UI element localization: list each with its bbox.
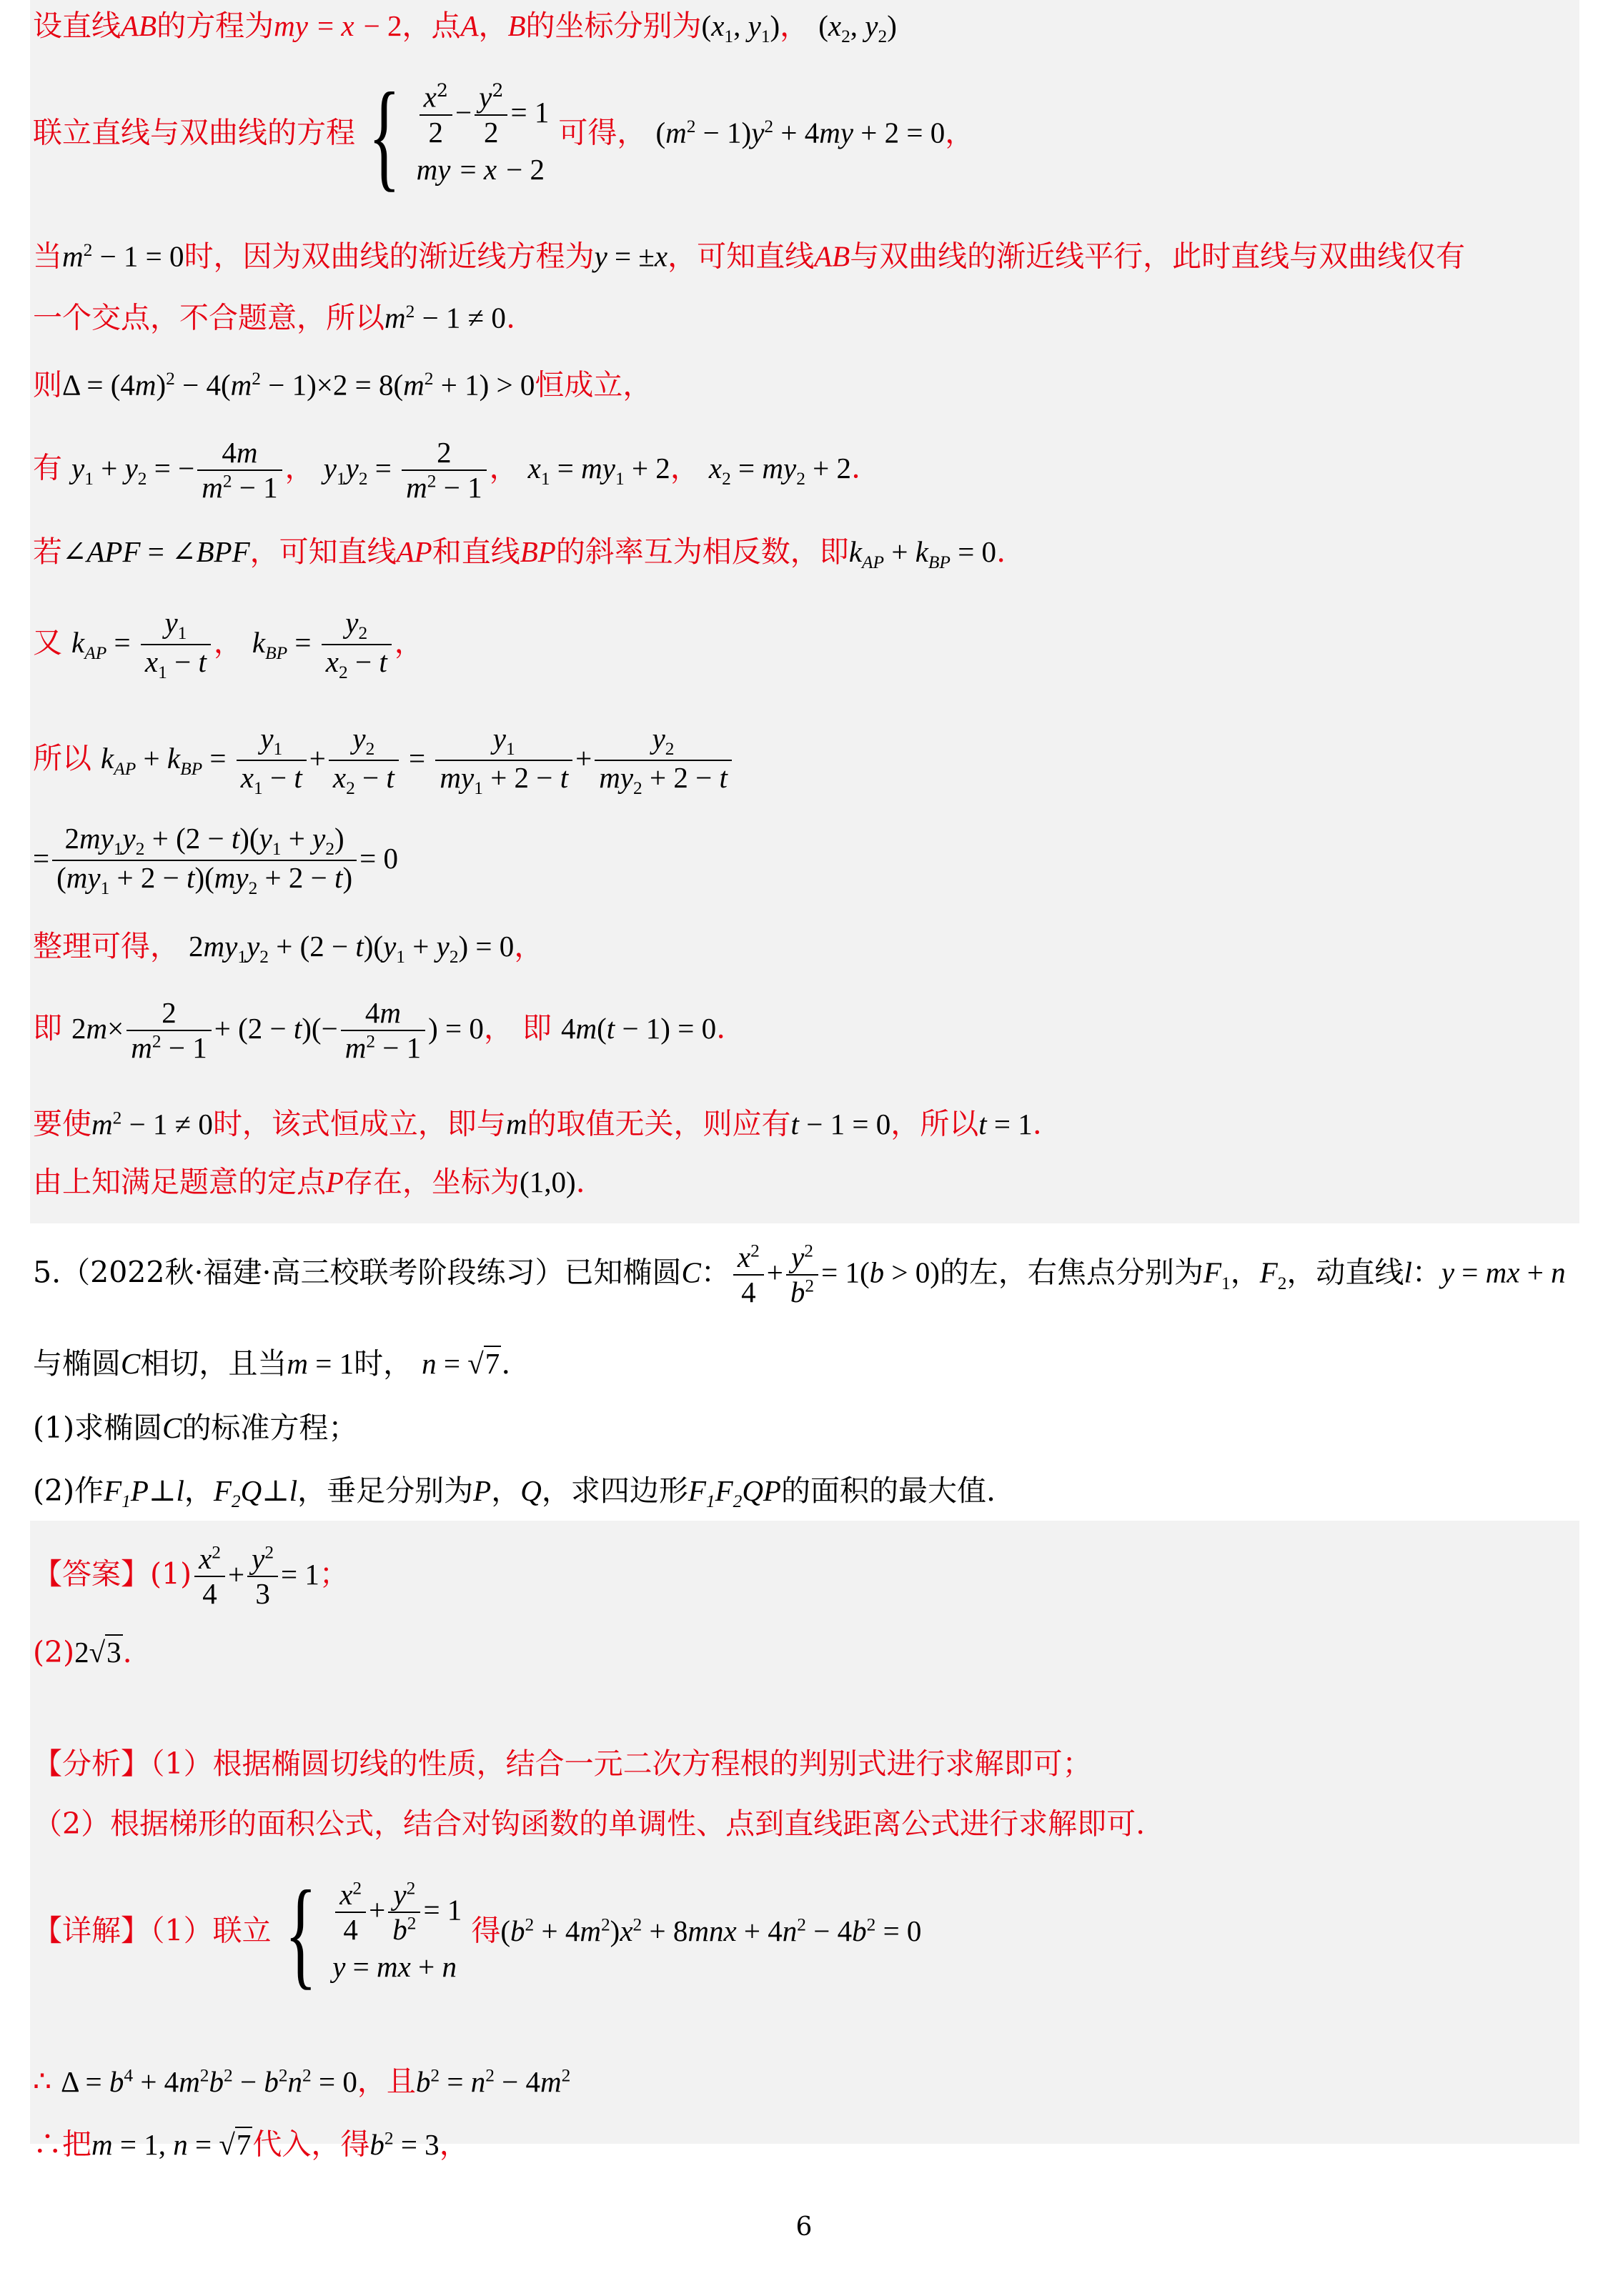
solution-line-2: 联立直线与双曲线的方程 { $\frac{x^2}{2}$ − $\frac{y^2}{2}$ = 1 my = x − 2 可得， $(m^2 - 1)y^2 + 4my + 2 = 0$， — [33, 68, 975, 202]
question-5-part-2: (2)作$F_1P\perp l$，$F_2Q\perp l$，垂足分别为P，Q，求四边形$F_1F_2QP$的面积的最大值. — [33, 1473, 996, 1512]
analysis-line-1: 【分析】（1）根据椭圆切线的性质，结合一元二次方程根的判别式进行求解即可； — [33, 1746, 1092, 1781]
detail-line-1: 【详解】（1）联立 { $\frac{x^2}{4}$ + $\frac{y^2}{b^2}$ = 1 y = mx + n 得$(b^2 + 4m^2)x^2 + 8mnx + 4n^2 - 4b^2 = 0$ — [33, 1866, 922, 2000]
solution-line-13: 要使$m^2 - 1 \ne 0$时，该式恒成立，即与m的取值无关，则应有t − 1 = 0，所以t = 1. — [33, 1106, 1042, 1141]
detail-line-2: ∴ $\Delta = b^4 + 4m^2b^2 - b^2n^2 = 0$，且$b^2 = n^2 - 4m^2$ — [33, 2064, 571, 2099]
page-number: 6 — [795, 2212, 813, 2242]
question-5-line-1: 5.（2022秋·福建·高三校联考阶段练习）已知椭圆C： $\frac{x^2}{4}$ + $\frac{y^2}{b^2}$ = 1(b > 0)的左，右焦点分别为$F_1$，$F_2$，动直线l：y = mx + n — [33, 1241, 1566, 1309]
solution-line-3: 当$m^2 - 1 = 0$时，因为双曲线的渐近线方程为y = ±x，可知直线AB与双曲线的渐近线平行，此时直线与双曲线仅有 — [33, 239, 1466, 274]
solution-line-4: 一个交点，不合题意，所以$m^2 - 1 \ne 0$. — [33, 300, 515, 335]
detail-line-3: ∴把m = 1, n = √7代入，得$b^2 = 3$， — [33, 2127, 469, 2162]
solution-line-12: 即 2m× $\frac{2}{m^2 - 1}$ + (2 − t)(− $\frac{4m}{m^2 - 1}$ ) = 0， 即 4m(t − 1) = 0. — [33, 996, 726, 1065]
answer-line-2: (2)2√3. — [33, 1635, 132, 1669]
analysis-line-2: （2）根据梯形的面积公式，结合对钩函数的单调性、点到直线距离公式进行求解即可. — [33, 1807, 1146, 1841]
solution-line-11: 整理可得， $2my_1y_2 + (2 - t)(y_1 + y_2) = 0$， — [33, 929, 544, 968]
solution-line-1: 设直线AB的方程为my = x − 2，点A，B的坐标分别为($x_1$, $y_1$)， ($x_2$, $y_2$) — [33, 9, 897, 47]
question-5-part-1: (1)求椭圆C的标准方程； — [33, 1411, 358, 1445]
equation-system: { $\frac{x^2}{2}$ − $\frac{y^2}{2}$ = 1 my = x − 2 — [368, 68, 550, 202]
equation-system-ellipse: { $\frac{x^2}{4}$ + $\frac{y^2}{b^2}$ = 1 y = mx + n — [284, 1866, 462, 2000]
solution-line-9: 所以 $k_{AP} + k_{BP}$ = $\frac{y_1}{x_1 - t}$ + $\frac{y_2}{x_2 - t}$ = $\frac{y_1}{my_1 + 2 - t}$ + $\frac{y_2}{my_2 + 2 - t}$ — [33, 722, 1577, 800]
solution-line-10: = $\frac{2my_1y_2 + (2 - t)(y_1 + y_2)}{(my_1 + 2 - t)(my_2 + 2 - t)}$ = 0 — [33, 822, 398, 899]
solution-line-5: 则$\Delta = (4m)^2 - 4(m^2 - 1)\times 2 = 8(m^2 + 1) > 0$恒成立， — [33, 367, 652, 402]
question-5-line-2: 与椭圆C相切，且当m = 1时， n = √7. — [33, 1346, 511, 1381]
solution-line-7: 若∠APF = ∠BPF，可知直线AP和直线BP的斜率互为相反数，即$k_{AP} + k_{BP} = 0$. — [33, 535, 1006, 573]
answer-line-1: 【答案】(1) $\frac{x^2}{4}$ + $\frac{y^2}{3}$ = 1； — [33, 1542, 349, 1611]
solution-line-8: 又 $k_{AP}$ = $\frac{y_1}{x_1 - t}$ ， $k_{BP}$ = $\frac{y_2}{x_2 - t}$ ， — [33, 606, 424, 683]
solution-line-14: 由上知满足题意的定点P存在，坐标为(1,0). — [33, 1165, 585, 1199]
solution-line-6: 有 $y_1 + y_2$ = − $\frac{4m}{m^2 - 1}$ ， $y_1y_2$ = $\frac{2}{m^2 - 1}$ ， $x_1 = my_1 + 2$， $x_2 = my_2 + 2$. — [33, 436, 861, 505]
